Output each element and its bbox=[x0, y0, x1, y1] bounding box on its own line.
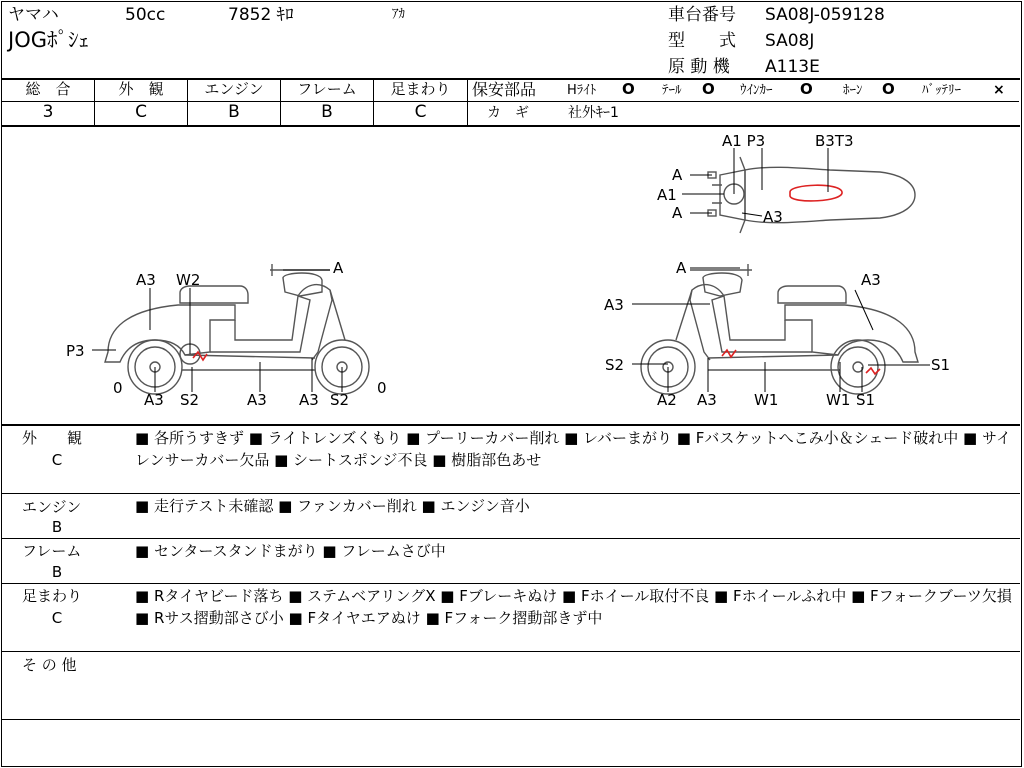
frame-no-label: 車台番号 bbox=[668, 5, 736, 25]
divider bbox=[467, 101, 1019, 102]
diagram-label: A2 bbox=[657, 391, 677, 409]
divider bbox=[467, 79, 468, 125]
diagram-label: A3 bbox=[136, 271, 156, 289]
engine-section-label: エンジン bbox=[22, 498, 82, 516]
diagram-label: A3 bbox=[763, 208, 783, 226]
diagram-label: A bbox=[672, 166, 683, 184]
model-name: JOGﾎﾟｼｪ bbox=[8, 28, 89, 52]
diagram-label: W1 bbox=[826, 391, 851, 409]
grade-engine-label: エンジン bbox=[204, 80, 264, 98]
grade-overall-value: 3 bbox=[42, 102, 54, 122]
grade-exterior-label: 外 観 bbox=[118, 80, 164, 98]
diagram-label: P3 bbox=[66, 342, 85, 360]
maker: ヤマハ bbox=[8, 5, 59, 25]
safety-headlight: Hﾗｲﾄ bbox=[567, 83, 597, 98]
diagram-label: A1 P3 bbox=[722, 132, 766, 150]
grade-suspension-label: 足まわり bbox=[390, 80, 451, 98]
grade-engine-value: B bbox=[228, 102, 240, 122]
frame-section-label: フレーム bbox=[22, 542, 82, 560]
diagram-label: B3T3 bbox=[815, 132, 854, 150]
diagram-label: A bbox=[333, 259, 344, 277]
diagram-label: S2 bbox=[330, 391, 350, 409]
diagram-label: S2 bbox=[180, 391, 200, 409]
diagram-label: A3 bbox=[861, 271, 881, 289]
scooter-diagram bbox=[0, 126, 1024, 424]
suspension-section-grade: C bbox=[51, 609, 63, 627]
divider bbox=[2, 424, 1020, 426]
diagram-label: A3 bbox=[299, 391, 319, 409]
frame-section-grade: B bbox=[51, 563, 63, 581]
type-value: SA08J bbox=[765, 31, 815, 51]
safety-horn-mark: O bbox=[882, 80, 895, 98]
diagram-label: A1 bbox=[657, 186, 677, 204]
exterior-section-text: ■ 各所うすきず ■ ライトレンズくもり ■ プーリーカバー削れ ■ レバーまがり ■ Fバスケットへこみ小＆シェード破れ中 ■ サイレンサーカバー欠品 ■ シートスポンジ不良 ■ 樹脂部色あせ bbox=[135, 429, 1011, 469]
divider bbox=[2, 583, 1020, 584]
displacement: 50cc bbox=[125, 5, 166, 25]
diagram-label: A bbox=[672, 204, 683, 222]
diagram-label: A3 bbox=[697, 391, 717, 409]
engine-label: 原 動 機 bbox=[668, 57, 730, 77]
diagram-label: A3 bbox=[604, 296, 624, 314]
frame-no: SA08J-059128 bbox=[765, 5, 885, 25]
safety-tail: ﾃｰﾙ bbox=[662, 83, 682, 98]
divider bbox=[2, 538, 1020, 539]
engine-value: A113E bbox=[765, 57, 820, 77]
color: ｱｶ bbox=[392, 7, 405, 22]
diagram-label: S2 bbox=[605, 356, 625, 374]
suspension-section-label: 足まわり bbox=[22, 587, 83, 605]
diagram-label: S1 bbox=[856, 391, 876, 409]
grade-frame-value: B bbox=[321, 102, 333, 122]
safety-horn: ﾎｰﾝ bbox=[843, 83, 863, 98]
safety-tail-mark: O bbox=[702, 80, 715, 98]
key-label: カ ギ bbox=[487, 105, 529, 121]
diagram-label: A3 bbox=[247, 391, 267, 409]
diagram-label: A bbox=[676, 259, 687, 277]
safety-battery-mark: × bbox=[993, 82, 1005, 98]
grade-suspension-value: C bbox=[414, 102, 427, 122]
exterior-section-grade: C bbox=[51, 451, 63, 469]
diagram-label: A3 bbox=[144, 391, 164, 409]
safety-winker: ｳｲﾝｶｰ bbox=[740, 83, 773, 98]
frame-section-text: ■ センタースタンドまがり ■ フレームさび中 bbox=[135, 542, 446, 560]
grade-frame-label: フレーム bbox=[297, 80, 357, 98]
exterior-section-label: 外 観 bbox=[22, 429, 83, 447]
divider bbox=[2, 493, 1020, 494]
diagram-label: S1 bbox=[931, 356, 951, 374]
diagram-label: 0 bbox=[377, 379, 387, 397]
engine-section-text: ■ 走行テスト未確認 ■ ファンカバー削れ ■ エンジン音小 bbox=[135, 497, 530, 515]
diagram-label: W2 bbox=[176, 271, 201, 289]
safety-battery: ﾊﾞｯﾃﾘｰ bbox=[922, 83, 961, 98]
safety-headlight-mark: O bbox=[622, 80, 635, 98]
key-value: 社外ｷｰ1 bbox=[568, 105, 619, 121]
grade-exterior-value: C bbox=[135, 102, 147, 122]
scooter-top-view bbox=[708, 157, 915, 233]
diagram-label: 0 bbox=[113, 379, 123, 397]
diagram-label: W1 bbox=[754, 391, 779, 409]
safety-winker-mark: O bbox=[800, 80, 813, 98]
type-label: 型 式 bbox=[668, 31, 736, 51]
mileage: 7852 ｷﾛ bbox=[228, 5, 294, 25]
safety-label: 保安部品 bbox=[472, 80, 537, 99]
divider bbox=[2, 651, 1020, 652]
suspension-section-text: ■ Rタイヤビード落ち ■ ステムベアリングX ■ Fブレーキぬけ ■ Fホイール取付不良 ■ Fホイールふれ中 ■ Fフォークブーツ欠損 ■ Rサス摺動部さび小 ■ Fタイヤエアぬけ ■ Fフォーク摺動部きず中 bbox=[135, 587, 1012, 627]
engine-section-grade: B bbox=[51, 518, 63, 536]
other-section-label: そ の 他 bbox=[22, 656, 77, 674]
divider bbox=[2, 719, 1020, 720]
grade-overall-label: 総 合 bbox=[25, 80, 71, 98]
